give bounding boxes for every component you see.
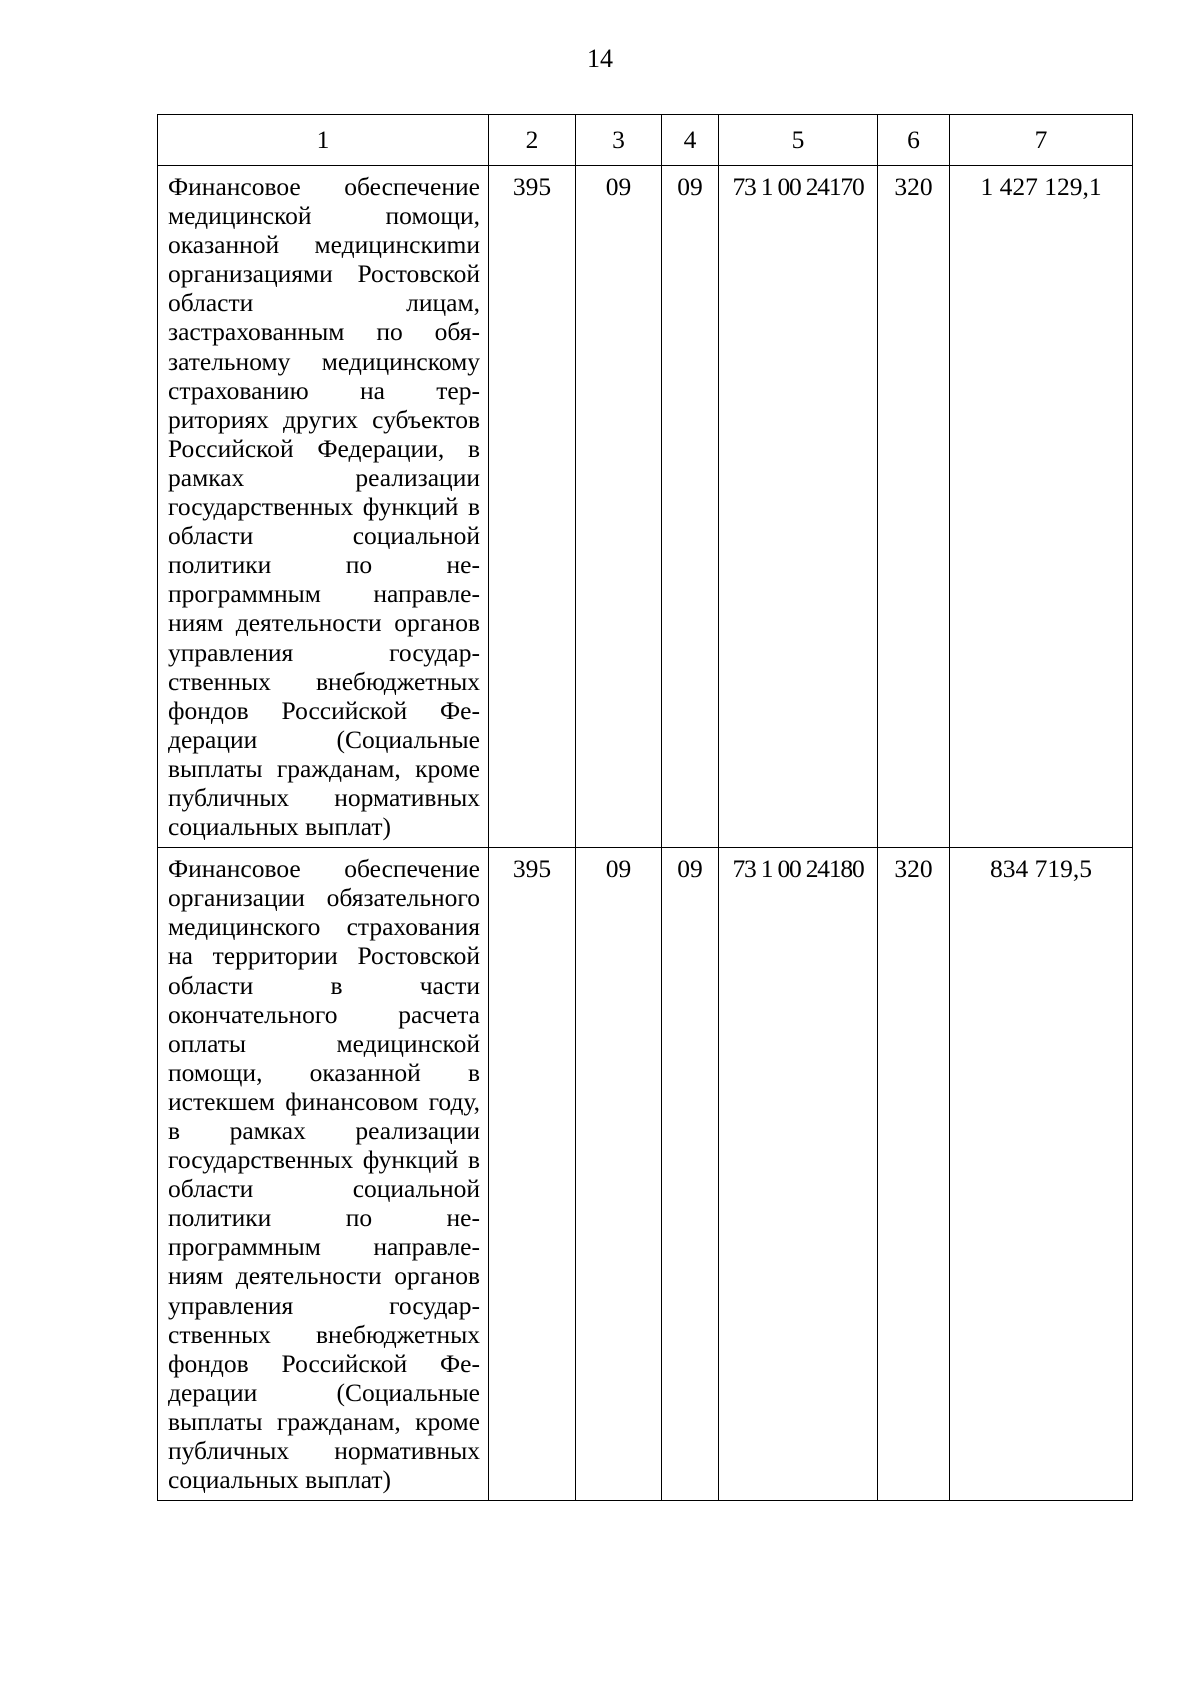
ministry-code: 395 xyxy=(489,848,576,1501)
table-row xyxy=(158,166,1133,848)
table-row xyxy=(158,848,1133,1501)
expense-type-code: 320 xyxy=(878,166,950,848)
column-header-2: 2 xyxy=(489,115,576,166)
column-header-3: 3 xyxy=(576,115,662,166)
target-article-code: 73 1 00 24170 xyxy=(719,166,878,848)
amount-value: 834 719,5 xyxy=(950,848,1133,1501)
subsection-code: 09 xyxy=(662,848,719,1501)
target-article-code: 73 1 00 24180 xyxy=(719,848,878,1501)
column-header-5: 5 xyxy=(719,115,878,166)
column-header-6: 6 xyxy=(878,115,950,166)
subsection-code: 09 xyxy=(662,166,719,848)
expense-type-code: 320 xyxy=(878,848,950,1501)
column-header-1: 1 xyxy=(158,115,489,166)
budget-table xyxy=(157,114,1133,1501)
row-description: Финансовое обеспечение организации обязательного медицинского страхования на территории Ростовской области в части окончательного расчета оплаты медицинской помощи, оказанной в истекшем финансовом году, в рамках реализации государственных функций в области социальной политики по непрограммным направлениям деятельности органов управления государственных внебюджетных фондов Российской Федерации (Социальные выплаты гражданам, кроме публичных нормативных социальных выплат) xyxy=(158,848,489,1501)
page-number: 14 xyxy=(587,44,613,73)
ministry-code: 395 xyxy=(489,166,576,848)
section-code: 09 xyxy=(576,166,662,848)
column-header-7: 7 xyxy=(950,115,1133,166)
section-code: 09 xyxy=(576,848,662,1501)
table-header-row xyxy=(158,115,1133,166)
amount-value: 1 427 129,1 xyxy=(950,166,1133,848)
row-description: Финансовое обеспечение медицинской помощи, оказанной медицинскиmи организациями Ростовской области лицам, застрахованным по обязательному медицинскому страхованию на территориях других субъектов Российской Федерации, в рамках реализации государственных функций в области социальной политики по непрограммным направлениям деятельности органов управления государственных внебюджетных фондов Российской Федерации (Социальные выплаты гражданам, кроме публичных нормативных социальных выплат) xyxy=(158,166,489,848)
column-header-4: 4 xyxy=(662,115,719,166)
